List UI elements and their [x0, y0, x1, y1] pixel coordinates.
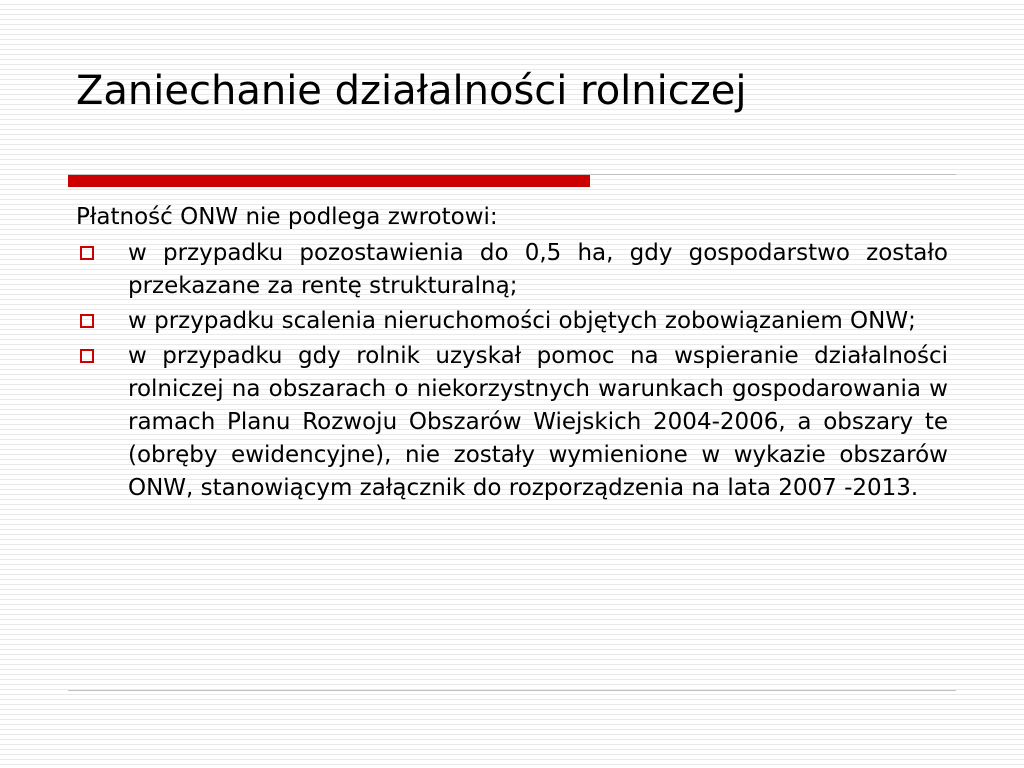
title-divider	[68, 174, 956, 188]
slide-body	[76, 201, 948, 507]
bullet-text: w przypadku pozostawienia do 0,5 ha, gdy gospodarstwo zostało przekazane za rentę strukturalną;	[128, 240, 948, 299]
bullet-list	[76, 237, 948, 505]
bullet-text: w przypadku scalenia nieruchomości objętych zobowiązaniem ONW;	[128, 308, 916, 334]
list-item	[76, 237, 948, 303]
list-item	[76, 340, 948, 505]
hollow-square-icon	[80, 314, 94, 328]
list-item	[76, 305, 948, 338]
slide-title: Zaniechanie działalności rolniczej	[76, 68, 747, 114]
title-divider-red-bar	[68, 175, 590, 187]
bullet-text: w przypadku gdy rolnik uzyskał pomoc na wspieranie działalności rolniczej na obszarach o niekorzystnych warunkach gospodarowania w ramach Planu Rozwoju Obszarów Wiejskich 2004-2006, a obszary te (obręby ewidencyjne), nie zostały wymienione w wykazie obszarów ONW, stanowiącym załącznik do rozporządzenia na lata 2007 -2013.	[128, 343, 948, 501]
footer-divider	[68, 690, 956, 691]
intro-text: Płatność ONW nie podlega zwrotowi:	[76, 204, 498, 230]
hollow-square-icon	[80, 246, 94, 260]
hollow-square-icon	[80, 349, 94, 363]
